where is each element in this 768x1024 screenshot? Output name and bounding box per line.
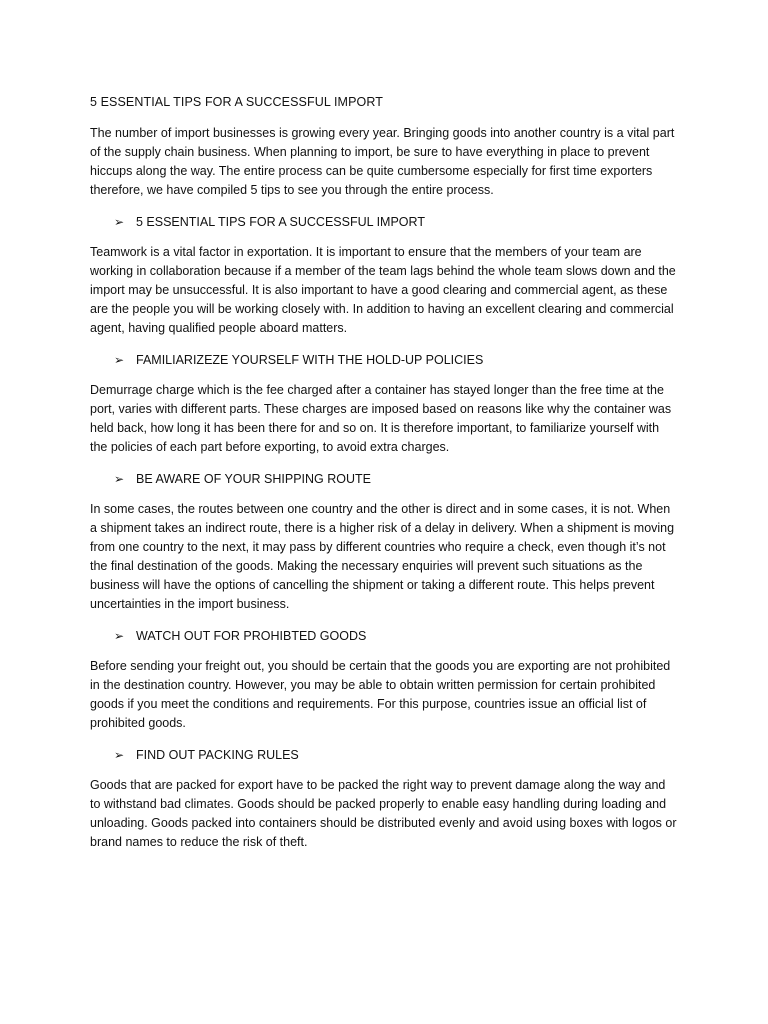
section-heading-text: WATCH OUT FOR PROHIBTED GOODS: [136, 629, 367, 643]
arrow-bullet-icon: ➢: [114, 215, 125, 229]
section-body-prohibited-goods: Before sending your freight out, you should be certain that the goods you are exporting are not prohibited in the destination country. However, you may be able to obtain written permission for certain prohibited goods if you meet the conditions and requirements. For this purpose, countries issue an official list of prohibited goods.: [90, 659, 671, 730]
section-heading-shipping-route: [90, 470, 678, 489]
arrow-bullet-icon: ➢: [114, 353, 125, 367]
section-body-hold-up-policies: Demurrage charge which is the fee charged after a container has stayed longer than the free time at the port, varies with different parts. These charges are imposed based on reasons like why the container was held back, how long it has been there for and so on. It is therefore important, to familiarize yourself with the policies of each part before exporting, to avoid extra charges.: [90, 383, 672, 454]
section-heading-prohibited-goods: [90, 627, 678, 646]
section-heading-hold-up-policies: [90, 351, 678, 370]
arrow-bullet-icon: ➢: [114, 748, 125, 762]
intro-paragraph: The number of import businesses is growing every year. Bringing goods into another country is a vital part of the supply chain business. When planning to import, be sure to have everything in place to prevent hiccups along the way. The entire process can be quite cumbersome especially for first time exporters therefore, we have compiled 5 tips to see you through the entire process.: [90, 126, 675, 197]
section-heading-text: BE AWARE OF YOUR SHIPPING ROUTE: [136, 472, 371, 486]
section-heading-text: 5 ESSENTIAL TIPS FOR A SUCCESSFUL IMPORT: [136, 215, 425, 229]
document-page: [90, 93, 678, 865]
section-body-teamwork: Teamwork is a vital factor in exportation. It is important to ensure that the members of your team are working in collaboration because if a member of the team lags behind the whole team slows down and the import may be unsuccessful. It is also important to have a good clearing and commercial agent, as these are the people you will be working closely with. In addition to having an excellent clearing and commercial agent, having qualified people aboard matters.: [90, 245, 676, 335]
section-heading-text: FAMILIARIZEZE YOURSELF WITH THE HOLD-UP POLICIES: [136, 353, 484, 367]
arrow-bullet-icon: ➢: [114, 472, 125, 486]
section-heading-text: FIND OUT PACKING RULES: [136, 748, 299, 762]
section-heading-packing-rules: [90, 746, 678, 765]
document-title: 5 ESSENTIAL TIPS FOR A SUCCESSFUL IMPORT: [90, 95, 383, 109]
section-body-shipping-route: In some cases, the routes between one country and the other is direct and in some cases, it is not. When a shipment takes an indirect route, there is a higher risk of a delay in delivery. When a shipment is moving from one country to the next, it may pass by different countries who require a check, even though it’s not the final destination of the goods. Making the necessary enquiries will prevent such situations as the business will have the options of cancelling the shipment or taking a different route. This helps prevent uncertainties in the import business.: [90, 502, 675, 611]
section-heading-teamwork: [90, 213, 678, 232]
section-body-packing-rules: Goods that are packed for export have to be packed the right way to prevent damage along the way and to withstand bad climates. Goods should be packed properly to enable easy handling during loading and unloading. Goods packed into containers should be distributed evenly and avoid using boxes with logos or brand names to reduce the risk of theft.: [90, 778, 677, 849]
arrow-bullet-icon: ➢: [114, 629, 125, 643]
